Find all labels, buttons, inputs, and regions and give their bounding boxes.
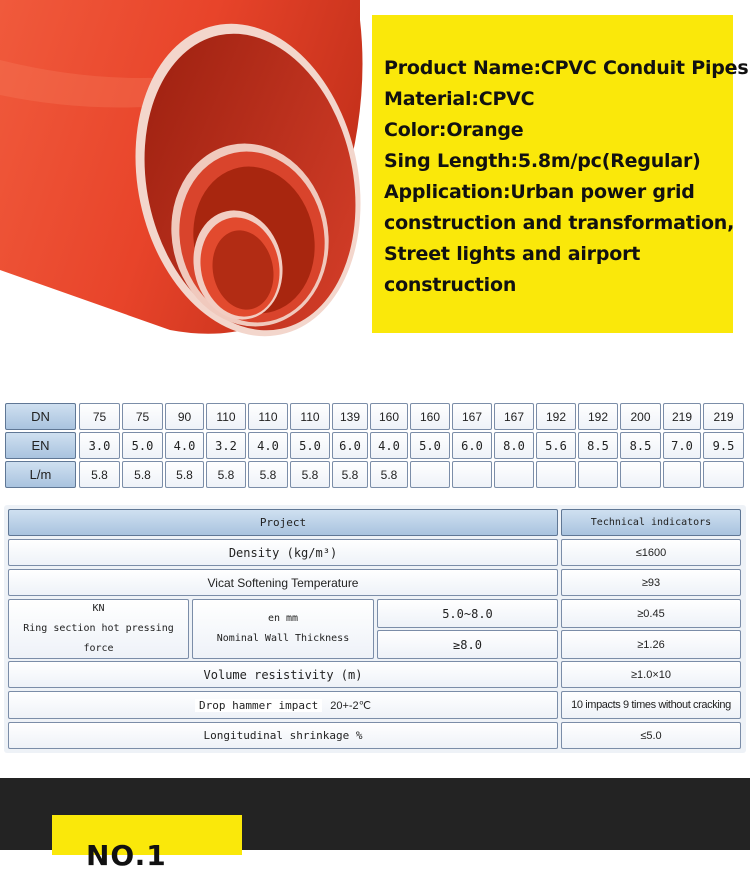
en-cell: 4.0 xyxy=(165,432,204,459)
product-name: Product Name:CPVC Conduit Pipes xyxy=(384,57,749,79)
en-cell: 6.0 xyxy=(332,432,368,459)
en-label: EN xyxy=(5,432,76,459)
lm-cell xyxy=(410,461,450,488)
wall-unit-label: en mm xyxy=(267,613,299,624)
lm-cell: 5.8 xyxy=(370,461,408,488)
dn-cell: 110 xyxy=(248,403,288,430)
shrinkage-label: Longitudinal shrinkage % xyxy=(8,722,558,749)
lm-cell: 5.8 xyxy=(290,461,330,488)
dn-cell: 219 xyxy=(703,403,744,430)
dn-label: DN xyxy=(5,403,76,430)
dn-cell: 167 xyxy=(452,403,492,430)
wall-value-2: ≥1.26 xyxy=(561,630,741,659)
no1-text: NO.1 xyxy=(86,839,167,872)
vicat-value: ≥93 xyxy=(561,569,741,596)
product-hero xyxy=(0,0,750,350)
lm-cell: 5.8 xyxy=(122,461,163,488)
lm-cell: 5.8 xyxy=(79,461,120,488)
dn-cell: 75 xyxy=(122,403,163,430)
en-cell: 4.0 xyxy=(248,432,288,459)
lm-cell xyxy=(578,461,618,488)
ring-section-cell xyxy=(8,599,189,659)
lm-cell: 5.8 xyxy=(248,461,288,488)
en-cell: 8.0 xyxy=(494,432,534,459)
lm-label: L/m xyxy=(5,461,76,488)
wall-thickness-cell xyxy=(192,599,374,659)
dn-cell: 219 xyxy=(663,403,701,430)
product-application-1: Application:Urban power grid xyxy=(384,181,695,203)
technical-properties-table xyxy=(0,505,750,755)
en-cell: 5.0 xyxy=(290,432,330,459)
dn-cell: 160 xyxy=(370,403,408,430)
density-label: Density (kg/m³) xyxy=(8,539,558,566)
dn-cell: 160 xyxy=(410,403,450,430)
size-spec-table xyxy=(0,395,750,495)
dn-cell: 192 xyxy=(578,403,618,430)
volume-resistivity-value: ≥1.0×10 xyxy=(561,661,741,688)
lm-cell: 5.8 xyxy=(206,461,246,488)
dn-cell: 200 xyxy=(620,403,661,430)
wall-thickness-label: Nominal Wall Thickness xyxy=(216,633,350,644)
lm-cell xyxy=(536,461,576,488)
dn-cell: 110 xyxy=(290,403,330,430)
drop-hammer-value: 10 impacts 9 times without cracking xyxy=(561,691,741,719)
lm-cell xyxy=(494,461,534,488)
vicat-label: Vicat Softening Temperature xyxy=(8,569,558,596)
dn-cell: 192 xyxy=(536,403,576,430)
en-cell: 8.5 xyxy=(578,432,618,459)
lm-cell xyxy=(663,461,701,488)
product-application-4: construction xyxy=(384,274,517,296)
shrinkage-value: ≤5.0 xyxy=(561,722,741,749)
wall-value-1: ≥0.45 xyxy=(561,599,741,628)
density-value: ≤1600 xyxy=(561,539,741,566)
footer-band xyxy=(0,778,750,872)
en-cell: 5.0 xyxy=(122,432,163,459)
header-technical-indicators: Technical indicators xyxy=(561,509,741,536)
ring-section-label: Ring section hot pressing force xyxy=(23,623,174,654)
product-color: Color:Orange xyxy=(384,119,524,141)
en-cell: 5.6 xyxy=(536,432,576,459)
drop-hammer-cell xyxy=(8,691,558,719)
en-cell: 7.0 xyxy=(663,432,701,459)
en-cell: 5.0 xyxy=(410,432,450,459)
lm-cell xyxy=(703,461,744,488)
en-cell: 3.0 xyxy=(79,432,120,459)
en-cell: 8.5 xyxy=(620,432,661,459)
dn-cell: 139 xyxy=(332,403,368,430)
dn-cell: 90 xyxy=(165,403,204,430)
lm-cell: 5.8 xyxy=(332,461,368,488)
dn-cell: 110 xyxy=(206,403,246,430)
product-length: Sing Length:5.8m/pc(Regular) xyxy=(384,150,701,172)
en-cell: 4.0 xyxy=(370,432,408,459)
product-material: Material:CPVC xyxy=(384,88,535,110)
lm-cell xyxy=(452,461,492,488)
dn-cell: 75 xyxy=(79,403,120,430)
dn-cell: 167 xyxy=(494,403,534,430)
en-cell: 3.2 xyxy=(206,432,246,459)
no1-badge xyxy=(52,815,242,872)
wall-range-2: ≥8.0 xyxy=(377,630,558,659)
lm-cell xyxy=(620,461,661,488)
ring-kn-label: KN xyxy=(92,603,105,614)
en-cell: 6.0 xyxy=(452,432,492,459)
lm-cell: 5.8 xyxy=(165,461,204,488)
product-application-3: Street lights and airport xyxy=(384,243,641,265)
product-application-2: construction and transformation, xyxy=(384,212,735,234)
wall-range-1: 5.0~8.0 xyxy=(377,599,558,628)
en-cell: 9.5 xyxy=(703,432,744,459)
volume-resistivity-label: Volume resistivity (m) xyxy=(8,661,558,688)
drop-hammer-label: Drop hammer impact xyxy=(195,699,322,712)
drop-hammer-temp: 20+-2℃ xyxy=(330,699,371,712)
product-info-box xyxy=(372,15,749,333)
cpvc-pipes-image xyxy=(0,0,370,350)
header-project: Project xyxy=(8,509,558,536)
